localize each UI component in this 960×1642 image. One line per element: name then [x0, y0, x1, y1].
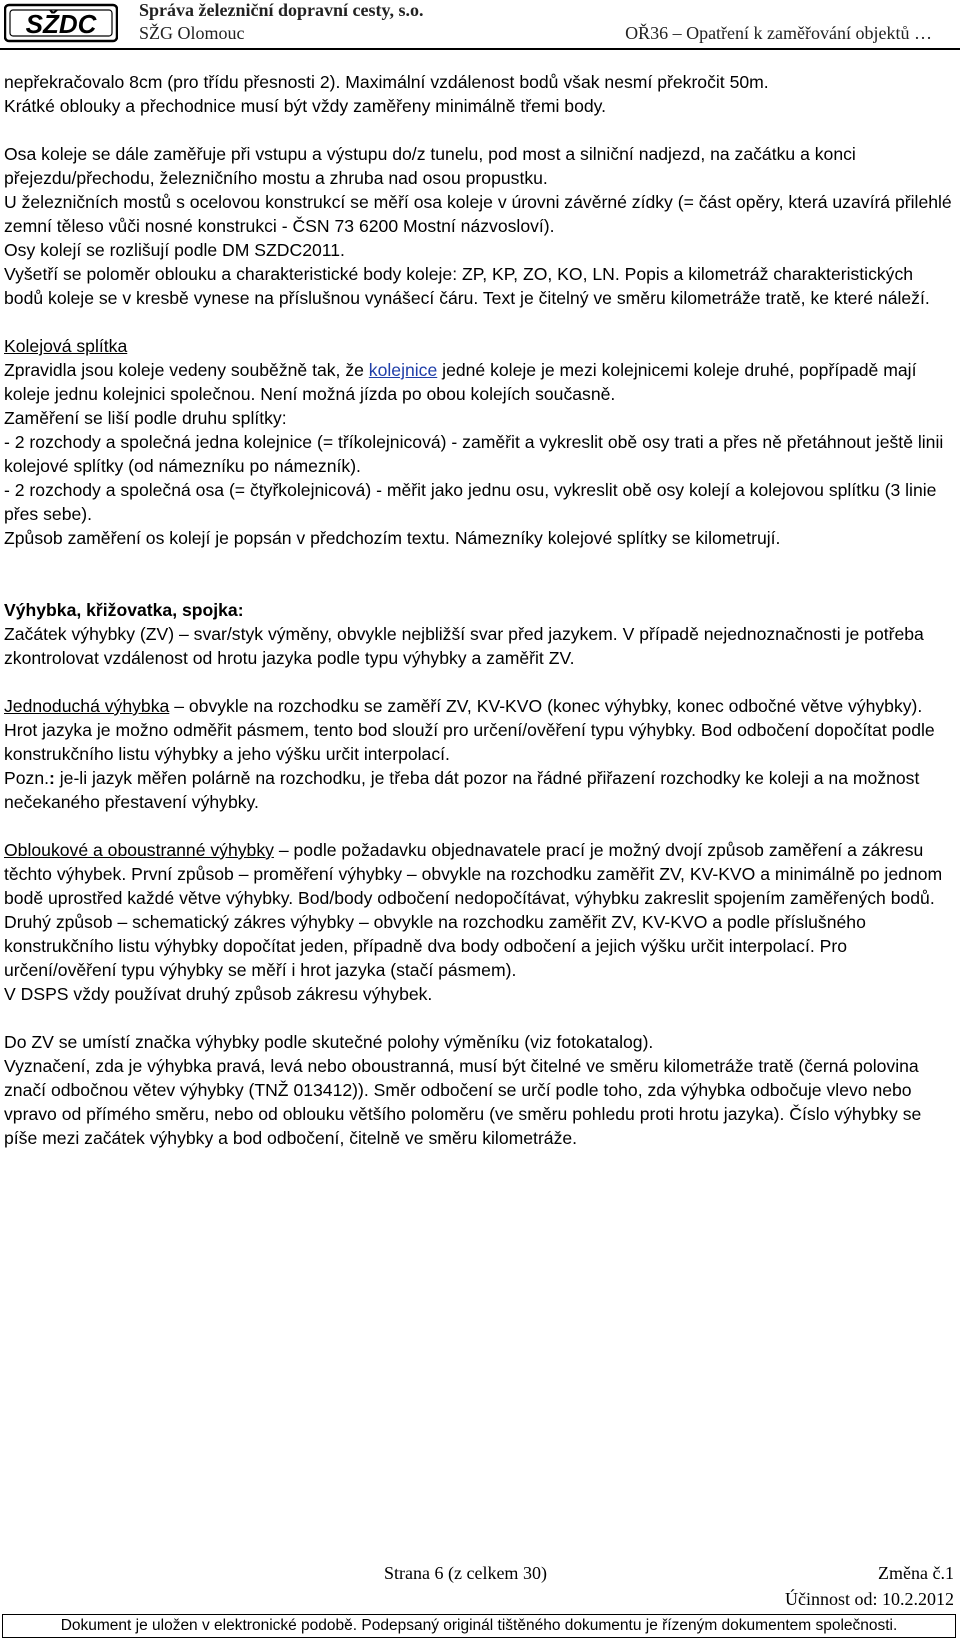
paragraph: [4, 838, 956, 982]
footer-notice: Dokument je uložen v elektronické podobě. Podepsaný originál tištěného dokumentu je řízeným dokumentem společnosti.: [2, 1614, 956, 1638]
paragraph: Vyznačení, zda je výhybka pravá, levá nebo oboustranná, musí být čitelné ve směru kilometráže tratě (černá polovina značí odbočnou větev výhybky (TNŽ 013412)). Směr odbočení se určí podle toho, zda výhybka odbočuje vlevo nebo vpravo od přímého směru, nebo od oblouku většího poloměru (ve směru pohledu proti hrotu jazyka). Číslo výhybky se píše mezi začátek výhybky a bod odbočení, čitelně ve směru kilometráže.: [4, 1056, 922, 1148]
text-run: jedné koleje je mezi kolejnicemi koleje druhé, popřípadě mají koleje jednu kolejnici společnou. Není možná jízda po obou kolejích současně.: [4, 360, 917, 404]
document-body: [4, 70, 956, 1150]
logo-text: SŽDC: [25, 9, 97, 39]
szdc-logo: [4, 2, 118, 44]
paragraph: - 2 rozchody a společná osa (= čtyřkolejnicová) - měřit jako jednu osu, vykreslit obě osy kolejí a kolejovou splítku (3 linie přes sebe).: [4, 480, 937, 524]
paragraph: Do ZV se umístí značka výhybky podle skutečné polohy výměníku (viz fotokatalog).: [4, 1032, 654, 1052]
note-label: Pozn.: [4, 768, 49, 788]
term-obloukove: Obloukové a oboustranné výhybky: [4, 840, 274, 860]
note-colon: :: [49, 768, 55, 788]
page-header: [0, 0, 960, 56]
text-run: je-li jazyk měřen polárně na rozchodku, je třeba dát pozor na řádné přiřazení rozchodky ke koleji a na možnost nečekaného přestavení výhybky.: [4, 768, 920, 812]
paragraph: [4, 694, 956, 766]
paragraph: Začátek výhybky (ZV) – svar/styk výměny, obvykle nejbližší svar před jazykem. V případě nejednoznačnosti je potřeba zkontrolovat vzdálenost od hrotu jazyka podle typu výhybky a zaměřit ZV.: [4, 624, 924, 668]
paragraph: - 2 rozchody a společná jedna kolejnice (= tříkolejnicová) - zaměřit a vykreslit obě osy trati a přes ně přetáhnout ještě linii kolejové splítky (od námezníku po námezník).: [4, 432, 944, 476]
section-heading-splitka: Kolejová splítka: [4, 336, 128, 356]
organization-name: Správa železniční dopravní cesty, s.o.: [139, 0, 424, 20]
page-number: Strana 6 (z celkem 30): [384, 1563, 547, 1583]
paragraph: Krátké oblouky a přechodnice musí být vždy zaměřeny minimálně třemi body.: [4, 96, 607, 116]
effective-date: Účinnost od: 10.2.2012: [785, 1589, 954, 1609]
paragraph: Způsob zaměření os kolejí je popsán v předchozím textu. Námezníky kolejové splítky se kilometrují.: [4, 528, 781, 548]
header-divider: [0, 48, 960, 50]
section-heading-vyhybka: Výhybka, křižovatka, spojka:: [4, 600, 244, 620]
paragraph: U železničních mostů s ocelovou konstrukcí se měří osa koleje v úrovni závěrné zídky (= část opěry, která uzavírá přilehlé zemní těleso vůči nosné konstrukci - ČSN 73 6200 Mostní názvosloví).: [4, 192, 952, 236]
document-title: OŘ36 – Opatření k zaměřování objektů …: [625, 23, 932, 43]
paragraph: Osy kolejí se rozlišují podle DM SZDC2011.: [4, 240, 345, 260]
kolejnice-link[interactable]: kolejnice: [368, 360, 438, 380]
paragraph: [4, 766, 956, 814]
change-number: Změna č.1: [878, 1563, 954, 1583]
text-run: – podle požadavku objednavatele prací je možný dvojí způsob zaměření a zákresu těchto výhybek. První způsob – proměření výhybky – obvykle na rozchodku zaměřit ZV, KV-KVO a minimálně po jednom bodě uprostřed každé větve výhybky. Bod/body odbočení nedopočítávat, výhybku zakreslit spojením zaměřených bodů. Druhý způsob – schematický zákres výhybky – obvykle na rozchodku zaměřit ZV, KV-KVO a podle příslušného konstrukčního listu výhybky dopočítat jeden, případně dva body odbočení a jejich výšku určit interpolací. Pro určení/ověření typu výhybky se měří i hrot jazyka (stačí pásmem).: [4, 840, 943, 980]
paragraph: Zaměření se liší podle druhu splítky:: [4, 408, 287, 428]
paragraph: Osa koleje se dále zaměřuje při vstupu a výstupu do/z tunelu, pod most a silniční nadjezd, na začátku a konci přejezdu/přechodu, železničního mostu a zhruba nad osou propustku.: [4, 144, 856, 188]
text-run: Zpravidla jsou koleje vedeny souběžně tak, že: [4, 360, 369, 380]
text-run: – obvykle na rozchodku se zaměří ZV, KV-KVO (konec výhybky, konec odbočné větve výhybky). Hrot jazyka je možno odměřit pásmem, tento bod slouží pro určení/ověření typu výhybky. Bod odbočení dopočítat podle konstrukčního listu výhybky a jeho výšku určit interpolací.: [4, 696, 935, 764]
paragraph: [4, 358, 956, 406]
unit-name: SŽG Olomouc: [139, 23, 245, 43]
paragraph: V DSPS vždy používat druhý způsob zákresu výhybek.: [4, 984, 433, 1004]
term-jednoducha: Jednoduchá výhybka: [4, 696, 170, 716]
paragraph: Vyšetří se poloměr oblouku a charakteristické body koleje: ZP, KP, ZO, KO, LN. Popis a kilometráž charakteristických bodů koleje se v kresbě vynese na příslušnou vynášecí čáru. Text je čitelný ve směru kilometráže tratě, ke které náleží.: [4, 264, 930, 308]
paragraph: nepřekračovalo 8cm (pro třídu přesnosti 2). Maximální vzdálenost bodů však nesmí překročit 50m.: [4, 72, 769, 92]
